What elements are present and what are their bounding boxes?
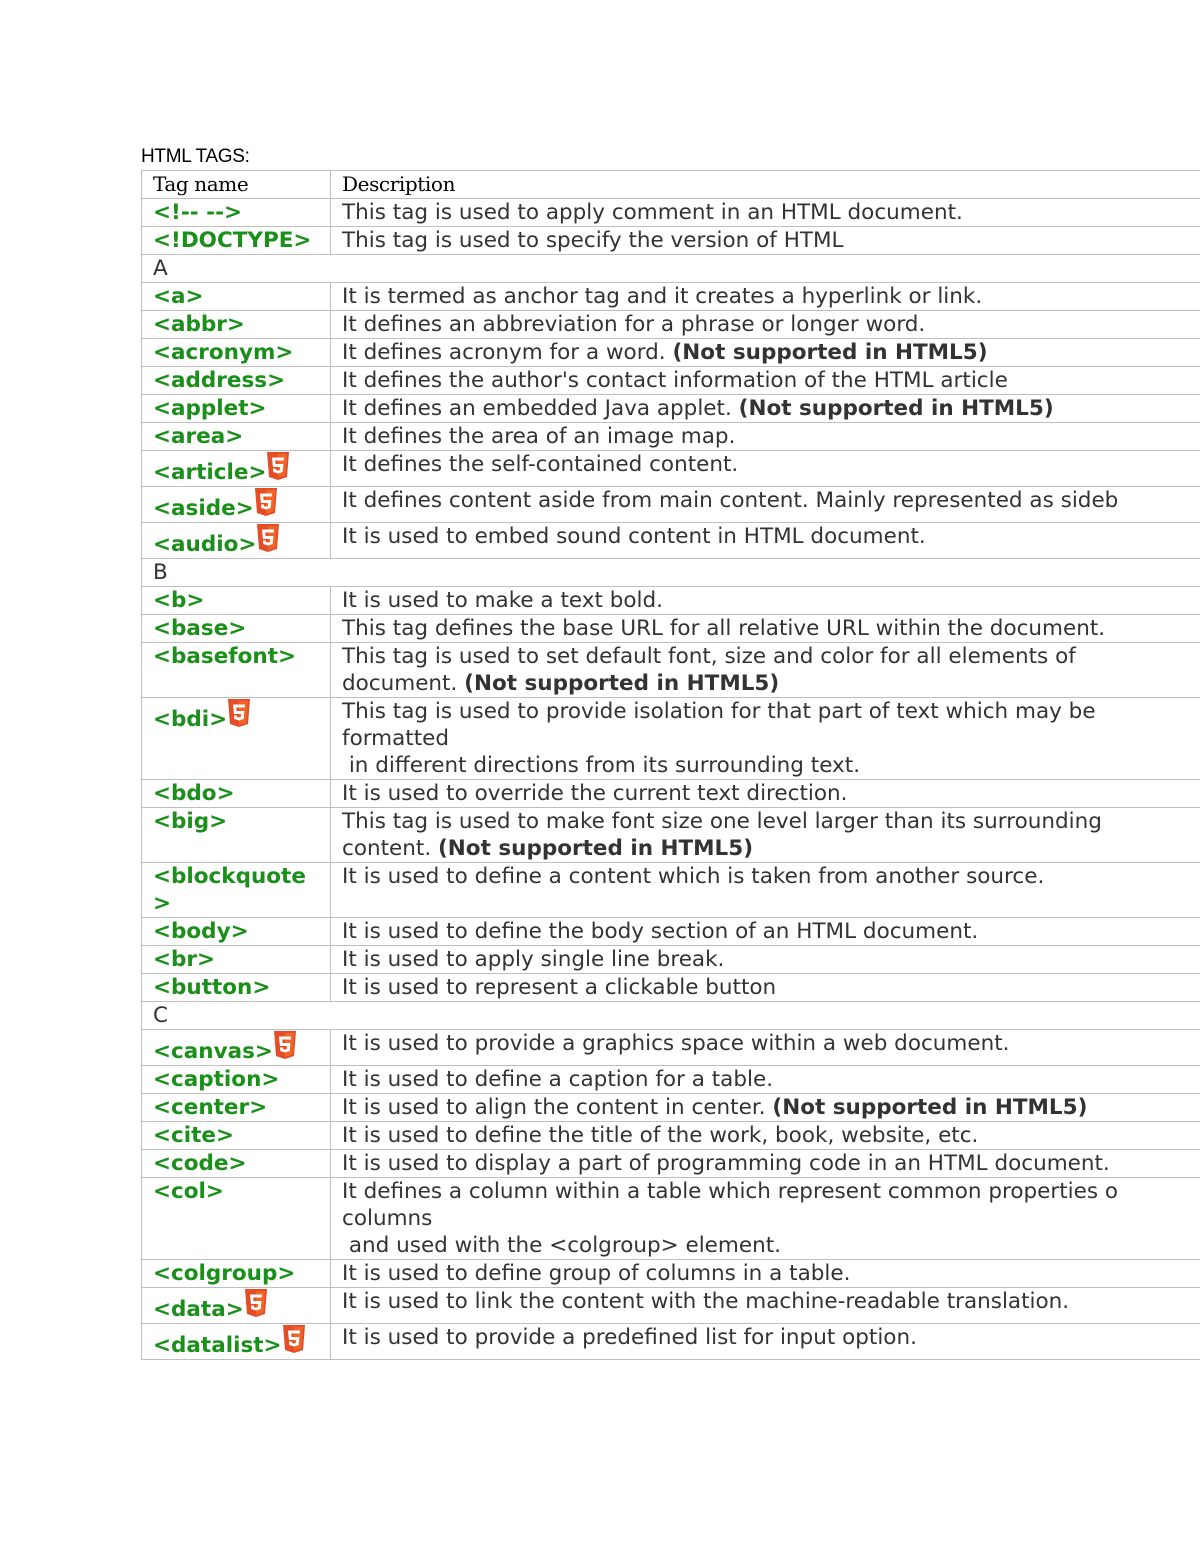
table-row — [142, 808, 1200, 863]
description-text: It is used to define group of columns in a table. — [342, 1261, 851, 1286]
table-row — [142, 946, 1200, 974]
description-text: It is used to apply single line break. — [342, 947, 725, 972]
description-text: It is used to embed sound content in HTML document. — [342, 524, 926, 549]
html-tags-table — [141, 170, 1200, 1360]
description-cell — [331, 643, 1200, 698]
tag-name-cell — [142, 643, 331, 698]
tag-name-cell — [142, 587, 331, 615]
description-text: It is used to make a text bold. — [342, 588, 663, 613]
not-supported-note: (Not supported in HTML5) — [672, 340, 988, 365]
description-text: This tag is used to apply comment in an HTML document. — [342, 200, 963, 225]
tag-name: <caption> — [153, 1067, 280, 1092]
description-cell — [331, 199, 1200, 227]
tag-name: <basefont> — [153, 644, 297, 669]
html5-icon — [254, 487, 278, 517]
description-text: It is used to define the body section of an HTML document. — [342, 919, 979, 944]
html5-icon — [256, 523, 280, 553]
description-line: in different directions from its surrounding text. — [342, 753, 861, 778]
tag-name: <canvas> — [153, 1039, 273, 1064]
tag-name: <data> — [153, 1297, 244, 1322]
table-row — [142, 227, 1200, 255]
tag-name: <center> — [153, 1095, 268, 1120]
description-cell — [331, 1150, 1200, 1178]
description-cell — [331, 227, 1200, 255]
table-row — [142, 780, 1200, 808]
description-text: It defines the author's contact information of the HTML article — [342, 368, 1008, 393]
tag-name-cell — [142, 339, 331, 367]
description-cell — [331, 367, 1200, 395]
description-cell — [331, 1030, 1200, 1066]
tag-name-cell — [142, 367, 331, 395]
description-cell — [331, 615, 1200, 643]
tag-name: <b> — [153, 588, 205, 613]
description-text: It is used to define the title of the work, book, website, etc. — [342, 1123, 979, 1148]
description-text: It is used to align the content in center. — [342, 1095, 773, 1120]
description-cell — [331, 311, 1200, 339]
description-line: It defines a column within a table which represent common properties o — [342, 1179, 1119, 1204]
description-line: This tag is used to provide isolation for that part of text which may be — [342, 699, 1096, 724]
tag-name-cell — [142, 1288, 331, 1324]
tag-name-cell — [142, 1260, 331, 1288]
tag-name: <!-- --> — [153, 200, 243, 225]
section-letter: C — [142, 1002, 1200, 1030]
table-row — [142, 974, 1200, 1002]
tag-name: <code> — [153, 1151, 247, 1176]
description-text: It defines the self-contained content. — [342, 452, 739, 477]
table-row — [142, 395, 1200, 423]
html5-icon — [266, 451, 290, 481]
description-line: columns — [342, 1206, 433, 1231]
description-cell — [331, 451, 1200, 487]
table-row — [142, 367, 1200, 395]
description-cell — [331, 863, 1200, 918]
description-cell — [331, 1260, 1200, 1288]
description-cell — [331, 339, 1200, 367]
tag-name-cell — [142, 1178, 331, 1260]
tag-name: <base> — [153, 616, 247, 641]
description-cell — [331, 1324, 1200, 1360]
tag-name-cell — [142, 615, 331, 643]
tag-name: <blockquote — [153, 864, 306, 889]
description-text: It is used to provide a predefined list for input option. — [342, 1325, 917, 1350]
description-text: It is used to provide a graphics space within a web document. — [342, 1031, 1010, 1056]
description-cell — [331, 974, 1200, 1002]
tag-name-cell — [142, 423, 331, 451]
description-cell — [331, 587, 1200, 615]
table-row — [142, 1066, 1200, 1094]
tag-name: <big> — [153, 809, 228, 834]
table-row — [142, 339, 1200, 367]
table-row — [142, 1178, 1200, 1260]
table-row — [142, 1150, 1200, 1178]
table-row — [142, 283, 1200, 311]
description-text: This tag is used to specify the version of HTML — [342, 228, 844, 253]
description-text: It defines the area of an image map. — [342, 424, 736, 449]
tag-name-cell — [142, 780, 331, 808]
description-cell — [331, 946, 1200, 974]
description-text: It defines an embedded Java applet. — [342, 396, 739, 421]
description-line: It is used to define a content which is taken from another source. — [342, 864, 1045, 889]
description-line: formatted — [342, 726, 450, 751]
tag-name: <bdi> — [153, 707, 228, 732]
tag-name-cell — [142, 863, 331, 918]
tag-name-cell — [142, 1030, 331, 1066]
table-row — [142, 1324, 1200, 1360]
description-text: It is used to represent a clickable button — [342, 975, 777, 1000]
description-cell — [331, 1178, 1200, 1260]
tag-name: <col> — [153, 1179, 224, 1204]
tag-name-cell — [142, 283, 331, 311]
table-row — [142, 587, 1200, 615]
table-row — [142, 1122, 1200, 1150]
description-text: It is used to display a part of programming code in an HTML document. — [342, 1151, 1110, 1176]
tag-name-cell — [142, 974, 331, 1002]
tag-name: <br> — [153, 947, 216, 972]
tag-name: <applet> — [153, 396, 267, 421]
tag-name: <bdo> — [153, 781, 235, 806]
tag-name-cell — [142, 395, 331, 423]
table-row — [142, 311, 1200, 339]
tag-name-cell — [142, 1066, 331, 1094]
tag-name: <abbr> — [153, 312, 245, 337]
letter-section-row — [142, 559, 1200, 587]
tag-name: <cite> — [153, 1123, 235, 1148]
tag-name-cell — [142, 1150, 331, 1178]
html5-icon — [244, 1288, 268, 1318]
description-cell — [331, 808, 1200, 863]
tag-name: <aside> — [153, 496, 254, 521]
table-row — [142, 451, 1200, 487]
description-text: It is used to override the current text direction. — [342, 781, 848, 806]
description-cell — [331, 423, 1200, 451]
not-supported-note: (Not supported in HTML5) — [464, 671, 780, 696]
tag-name-cell — [142, 451, 331, 487]
description-cell — [331, 1122, 1200, 1150]
table-row — [142, 423, 1200, 451]
table-row — [142, 643, 1200, 698]
tag-name: <audio> — [153, 532, 257, 557]
tag-name: <body> — [153, 919, 249, 944]
table-row — [142, 615, 1200, 643]
tag-name-cell — [142, 808, 331, 863]
html5-icon — [227, 698, 251, 728]
description-line: document. — [342, 671, 465, 696]
tag-name: <!DOCTYPE> — [153, 228, 312, 253]
header-description: Description — [331, 171, 1200, 199]
tag-name: <article> — [153, 460, 267, 485]
page-title: HTML TAGS: — [141, 146, 250, 167]
tag-name-cell — [142, 698, 331, 780]
html5-icon — [282, 1324, 306, 1354]
description-cell — [331, 1288, 1200, 1324]
not-supported-note: (Not supported in HTML5) — [738, 396, 1054, 421]
table-row — [142, 523, 1200, 559]
table-row — [142, 1260, 1200, 1288]
table-row — [142, 199, 1200, 227]
description-text: It is used to link the content with the machine-readable translation. — [342, 1289, 1070, 1314]
description-cell — [331, 395, 1200, 423]
tag-name-cell — [142, 1324, 331, 1360]
tag-name: <address> — [153, 368, 286, 393]
description-line: This tag is used to make font size one level larger than its surrounding — [342, 809, 1102, 834]
table-header-row — [142, 171, 1200, 199]
section-letter: B — [142, 559, 1200, 587]
table-row — [142, 487, 1200, 523]
tag-name: <acronym> — [153, 340, 294, 365]
table-row — [142, 863, 1200, 918]
tag-name: <colgroup> — [153, 1261, 296, 1286]
tag-name-cell — [142, 523, 331, 559]
description-text: It defines an abbreviation for a phrase or longer word. — [342, 312, 926, 337]
table-row — [142, 698, 1200, 780]
tag-name: <datalist> — [153, 1333, 282, 1358]
description-cell — [331, 487, 1200, 523]
letter-section-row — [142, 255, 1200, 283]
tag-name-cell — [142, 1122, 331, 1150]
table-row — [142, 918, 1200, 946]
letter-section-row — [142, 1002, 1200, 1030]
not-supported-note: (Not supported in HTML5) — [772, 1095, 1088, 1120]
description-cell — [331, 523, 1200, 559]
table-row — [142, 1094, 1200, 1122]
tag-name: <a> — [153, 284, 204, 309]
description-cell — [331, 698, 1200, 780]
html5-icon — [273, 1030, 297, 1060]
description-text: It defines content aside from main content. Mainly represented as sideb — [342, 488, 1119, 513]
table-row — [142, 1030, 1200, 1066]
description-line: and used with the <colgroup> element. — [342, 1233, 781, 1258]
tag-name-continued: > — [153, 891, 172, 916]
tag-name-cell — [142, 918, 331, 946]
description-cell — [331, 1094, 1200, 1122]
section-letter: A — [142, 255, 1200, 283]
header-tag-name: Tag name — [142, 171, 331, 199]
tag-name-cell — [142, 227, 331, 255]
description-line: This tag is used to set default font, size and color for all elements of — [342, 644, 1076, 669]
description-cell — [331, 283, 1200, 311]
description-text: It defines acronym for a word. — [342, 340, 673, 365]
tag-name: <area> — [153, 424, 244, 449]
description-text: It is used to define a caption for a table. — [342, 1067, 774, 1092]
description-cell — [331, 780, 1200, 808]
tag-name-cell — [142, 1094, 331, 1122]
description-cell — [331, 918, 1200, 946]
tag-name-cell — [142, 946, 331, 974]
description-text: This tag defines the base URL for all relative URL within the document. — [342, 616, 1106, 641]
description-cell — [331, 1066, 1200, 1094]
tag-name-cell — [142, 311, 331, 339]
table-row — [142, 1288, 1200, 1324]
tag-name-cell — [142, 487, 331, 523]
description-line: content. — [342, 836, 438, 861]
tag-name: <button> — [153, 975, 271, 1000]
description-text: It is termed as anchor tag and it creates a hyperlink or link. — [342, 284, 983, 309]
not-supported-note: (Not supported in HTML5) — [437, 836, 754, 861]
tag-name-cell — [142, 199, 331, 227]
